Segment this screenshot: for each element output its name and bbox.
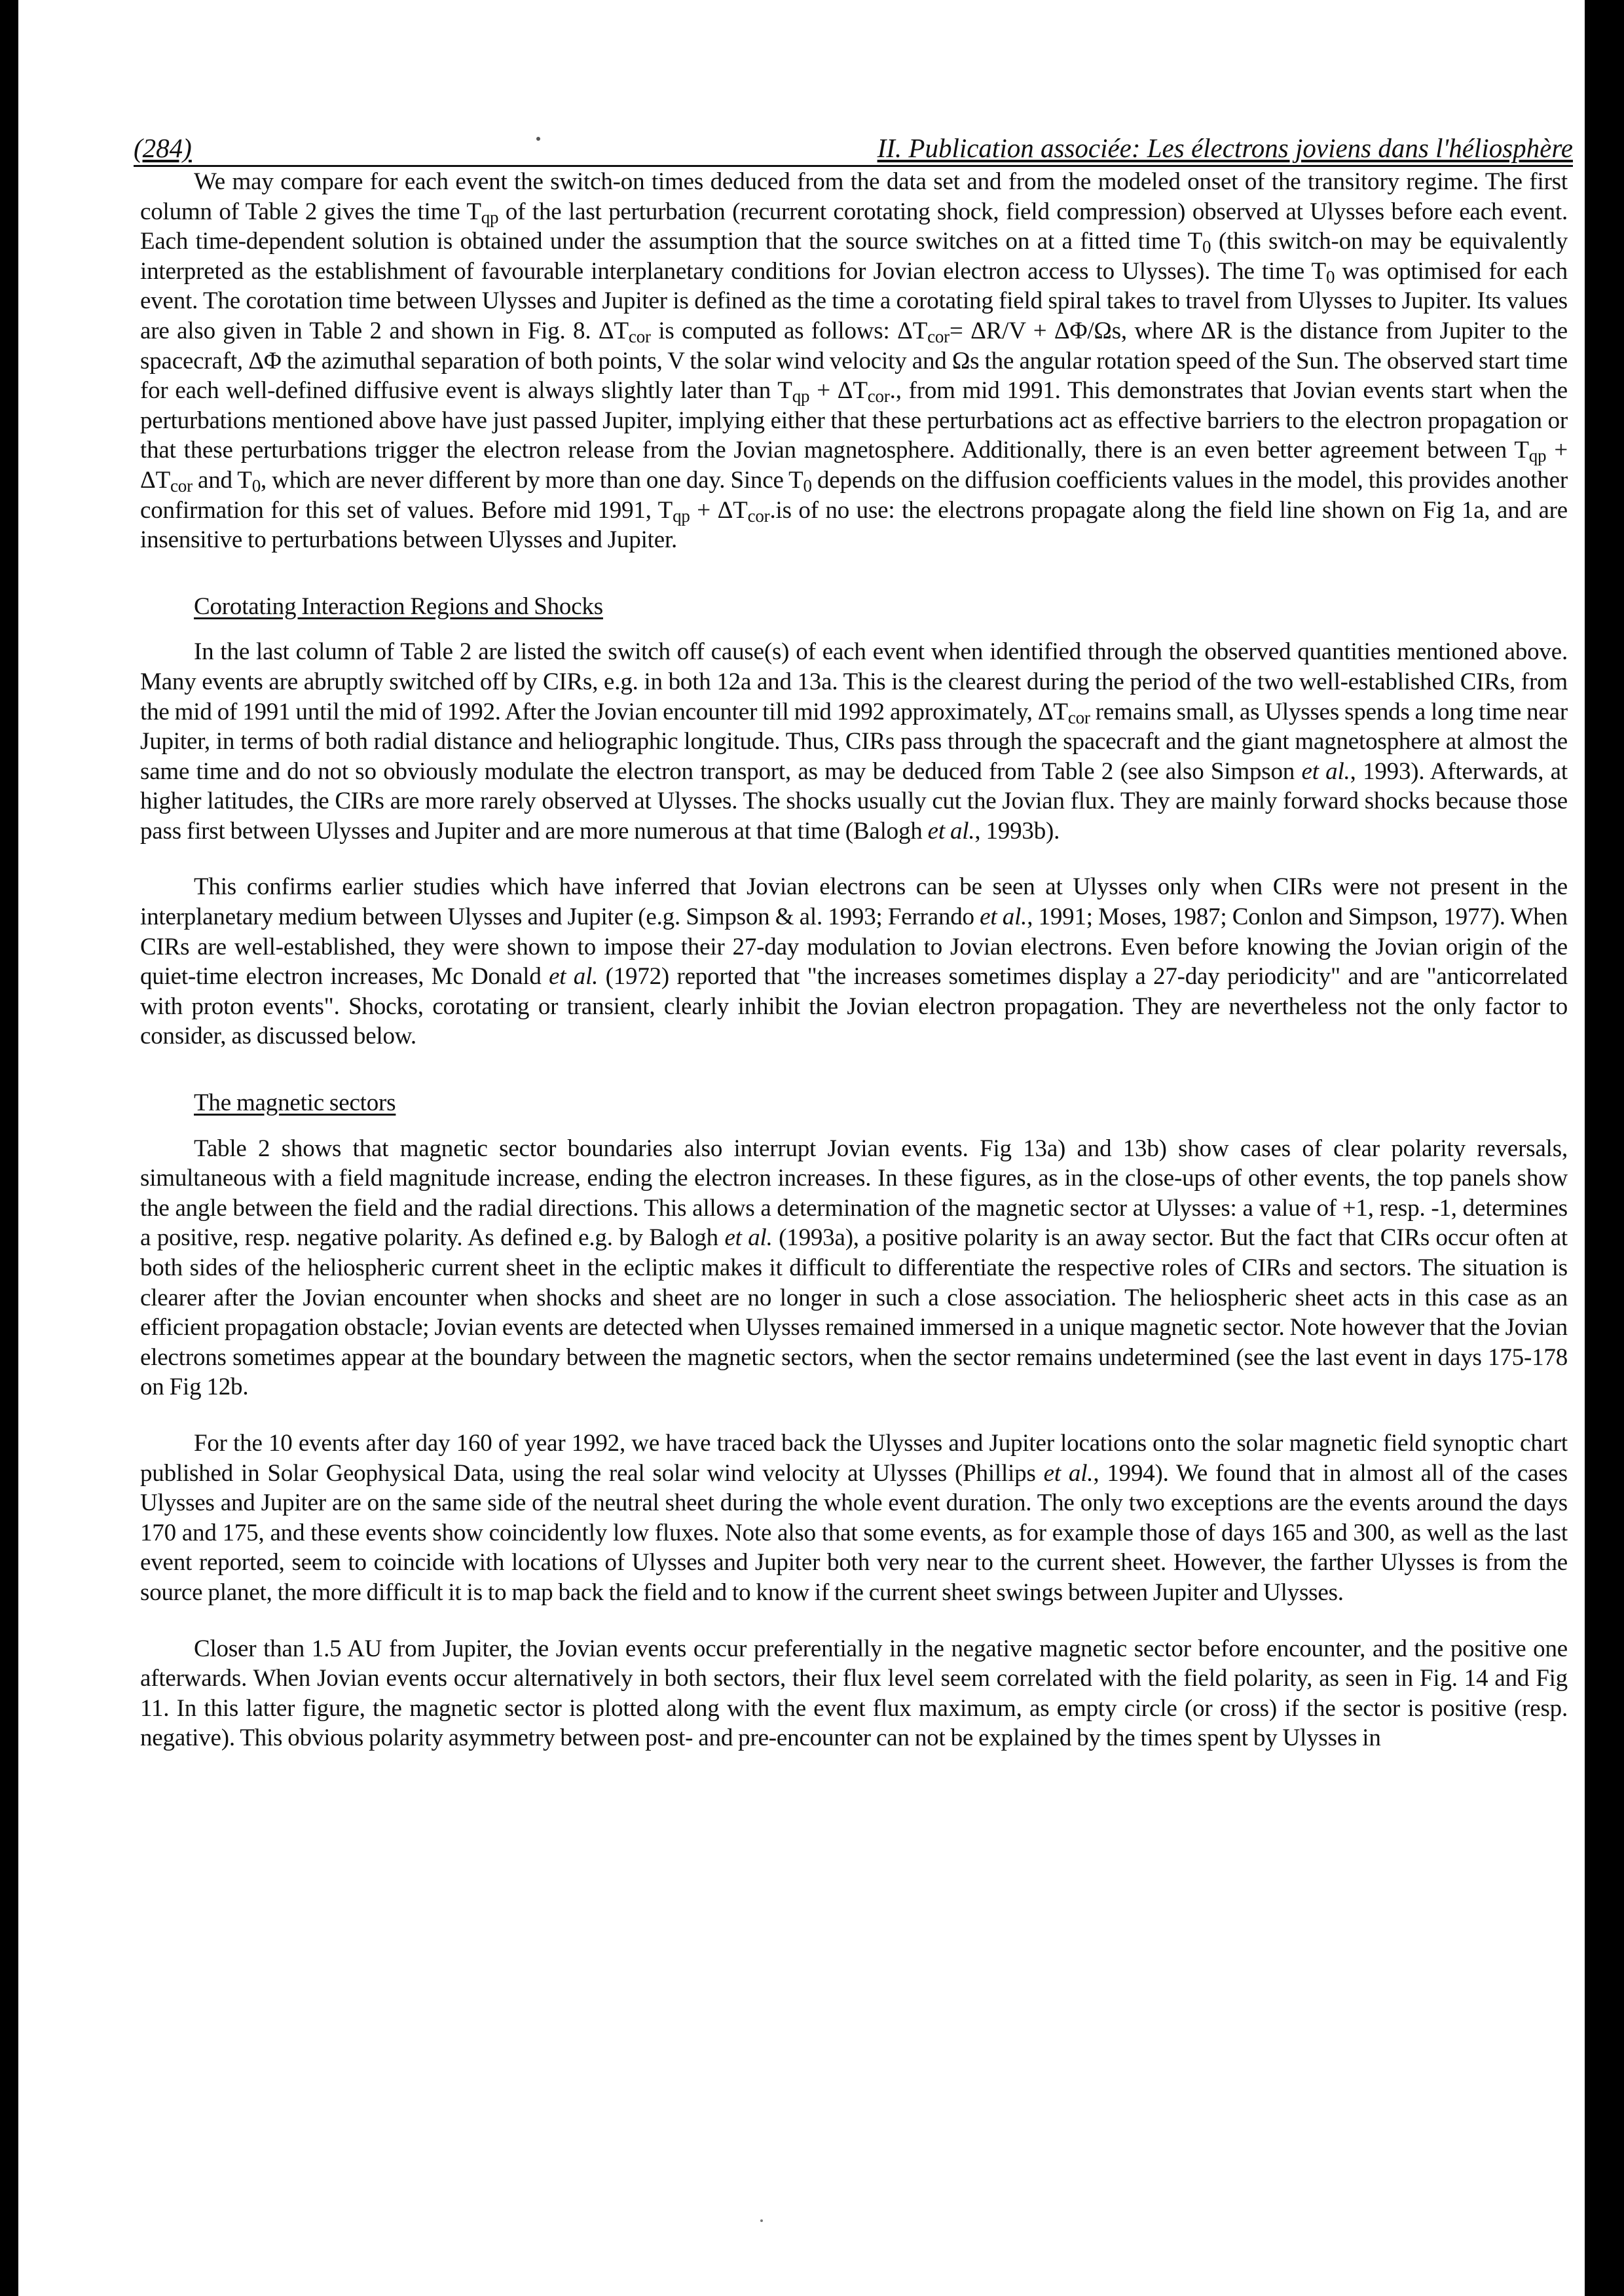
paragraph-cirs-switch-off: In the last column of Table 2 are listed the switch off cause(s) of each event when identified through the observed quantities mentioned above. Many events are abruptly switched off by CIRs, e.g. in both 12a and 13a. This is the clearest during the period of the two well-established CIRs, from the mid of 1991 until the mid of 1992. After the Jovian encounter till mid 1992 approximately, $\Delta T_{cor}$ remains small, as Ulysses spends a long time near Jupiter, in terms of both radial distance and heliographic longitude. Thus, CIRs pass through the spacecraft and the giant magnetosphere at almost the same time and do not so obviously modulate the electron transport, as may be deduced from Table 2 (see also Simpson et al., 1993). Afterwards, at higher latitudes, the CIRs are more rarely observed at Ulysses. The shocks usually cut the Jovian flux. They are mainly forward shocks because those pass first between Ulysses and Jupiter and are more numerous at that time (Balogh et al., 1993b). — [140, 638, 1568, 845]
paragraph-polarity-asymmetry: Closer than 1.5 AU from Jupiter, the Jovian events occur preferentially in the negative magnetic sector before encounter, and the positive one afterwards. When Jovian events occur alternatively in both sectors, their flux level seem correlated with the field polarity, as seen in Fig. 14 and Fig 11. In this latter figure, the magnetic sector is plotted along with the event flux maximum, as empty circle (or cross) if the sector is positive (resp. negative). This obvious polarity asymmetry between post- and pre-encounter can not be explained by the times spent by Ulysses in — [140, 1635, 1568, 1752]
section-heading-cirs: Corotating Interaction Regions and Shocks — [194, 592, 603, 620]
paragraph-sector-boundaries: Table 2 shows that magnetic sector boundaries also interrupt Jovian events. Fig 13a) and 13b) show cases of clear polarity reversals, simultaneous with a field magnitude increase, ending the electron increases. In these figures, as in the close-ups of other events, the top panels show the angle between the field and the radial directions. This allows a determination of the magnetic sector at Ulysses: a value of +1, resp. -1, determines a positive, resp. negative polarity. As defined e.g. by Balogh et al. (1993a), a positive polarity is an away sector. But the fact that CIRs occur often at both sides of the heliospheric current sheet in the ecliptic makes it difficult to differentiate the respective roles of CIRs and sectors. The situation is clearer after the Jovian encounter when shocks and sheet are no longer in such a close association. The heliospheric sheet acts in this case as an efficient propagation obstacle; Jovian events are detected when Ulysses remained immersed in a unique magnetic sector. Note however that the Jovian electrons sometimes appear at the boundary between the magnetic sectors, when the sector remains undetermined (see the last event in days 175-178 on Fig 12b. — [140, 1135, 1568, 1401]
section-heading-magnetic-sectors: The magnetic sectors — [194, 1089, 396, 1117]
paragraph-switch-on-times: We may compare for each event the switch-on times deduced from the data set and from the modeled onset of the transitory regime. The first column of Table 2 gives the time $T_{qp}$ of the last perturbation (recurrent corotating shock, field compression) observed at Ulysses before each event. Each time-dependent solution is obtained under the assumption that the source switches on at a fitted time $T_0$ (this switch-on may be equivalently interpreted as the establishment of favourable interplanetary conditions for Jovian electron access to Ulysses). The time $T_0$ was optimised for each event. The corotation time between Ulysses and Jupiter is defined as the time a corotating field spiral takes to travel from Ulysses to Jupiter. Its values are also given in Table 2 and shown in Fig. 8. $\Delta T_{cor}$ is computed as follows: $\Delta T_{cor}= \Delta R/V + \Delta\Phi/\Omega s$, where ΔR is the distance from Jupiter to the spacecraft, ΔΦ the azimuthal separation of both points, V the solar wind velocity and Ωs the angular rotation speed of the Sun. The observed start time for each well-defined diffusive event is always slightly later than $T_{qp} + \Delta T_{cor}$., from mid 1991. This demonstrates that Jovian events start when the perturbations mentioned above have just passed Jupiter, implying either that these perturbations act as effective barriers to the electron propagation or that these perturbations trigger the electron release from the Jovian magnetosphere. Additionally, there is an even better agreement between $T_{qp} + \Delta T_{cor}$ and $T_0$, which are never different by more than one day. Since $T_0$ depends on the diffusion coefficients values in the model, this provides another confirmation for this set of values. Before mid 1991, $T_{qp} + \Delta T_{cor}.is$ of no use: the electrons propagate along the field line shown on Fig 1a, and are insensitive to perturbations between Ulysses and Jupiter. — [140, 168, 1568, 554]
page-header — [134, 131, 1573, 167]
document-page — [18, 0, 1585, 2296]
paragraph-earlier-studies: This confirms earlier studies which have inferred that Jovian electrons can be seen at Ulysses only when CIRs were not present in the interplanetary medium between Ulysses and Jupiter (e.g. Simpson & al. 1993; Ferrando et al., 1991; Moses, 1987; Conlon and Simpson, 1977). When CIRs are well-established, they were shown to impose their 27-day modulation to Jovian electrons. Even before knowing the Jovian origin of the quiet-time electron increases, Mc Donald et al. (1972) reported that "the increases sometimes display a 27-day periodicity" and are "anticorrelated with proton events". Shocks, corotating or transient, clearly inhibit the Jovian electron propagation. They are nevertheless not the only factor to consider, as discussed below. — [140, 873, 1568, 1050]
paragraph-ten-events: For the 10 events after day 160 of year 1992, we have traced back the Ulysses and Jupiter locations onto the solar magnetic field synoptic chart published in Solar Geophysical Data, using the real solar wind velocity at Ulysses (Phillips et al., 1994). We found that in almost all of the cases Ulysses and Jupiter are on the same side of the neutral sheet during the whole event duration. The only two exceptions are the events around the days 170 and 175, and these events show coincidently low fluxes. Note also that some events, as for example those of days 165 and 300, as well as the last event reported, seem to coincide with locations of Ulysses and Jupiter both very near to the current sheet. However, the farther Ulysses is from the source planet, the more difficult it is to map back the field and to know if the current sheet swings between Jupiter and Ulysses. — [140, 1429, 1568, 1606]
running-title: II. Publication associée: Les électrons joviens dans l'héliosphère — [877, 133, 1573, 163]
body-text — [140, 167, 1568, 1753]
page-number: (284) — [134, 133, 192, 163]
